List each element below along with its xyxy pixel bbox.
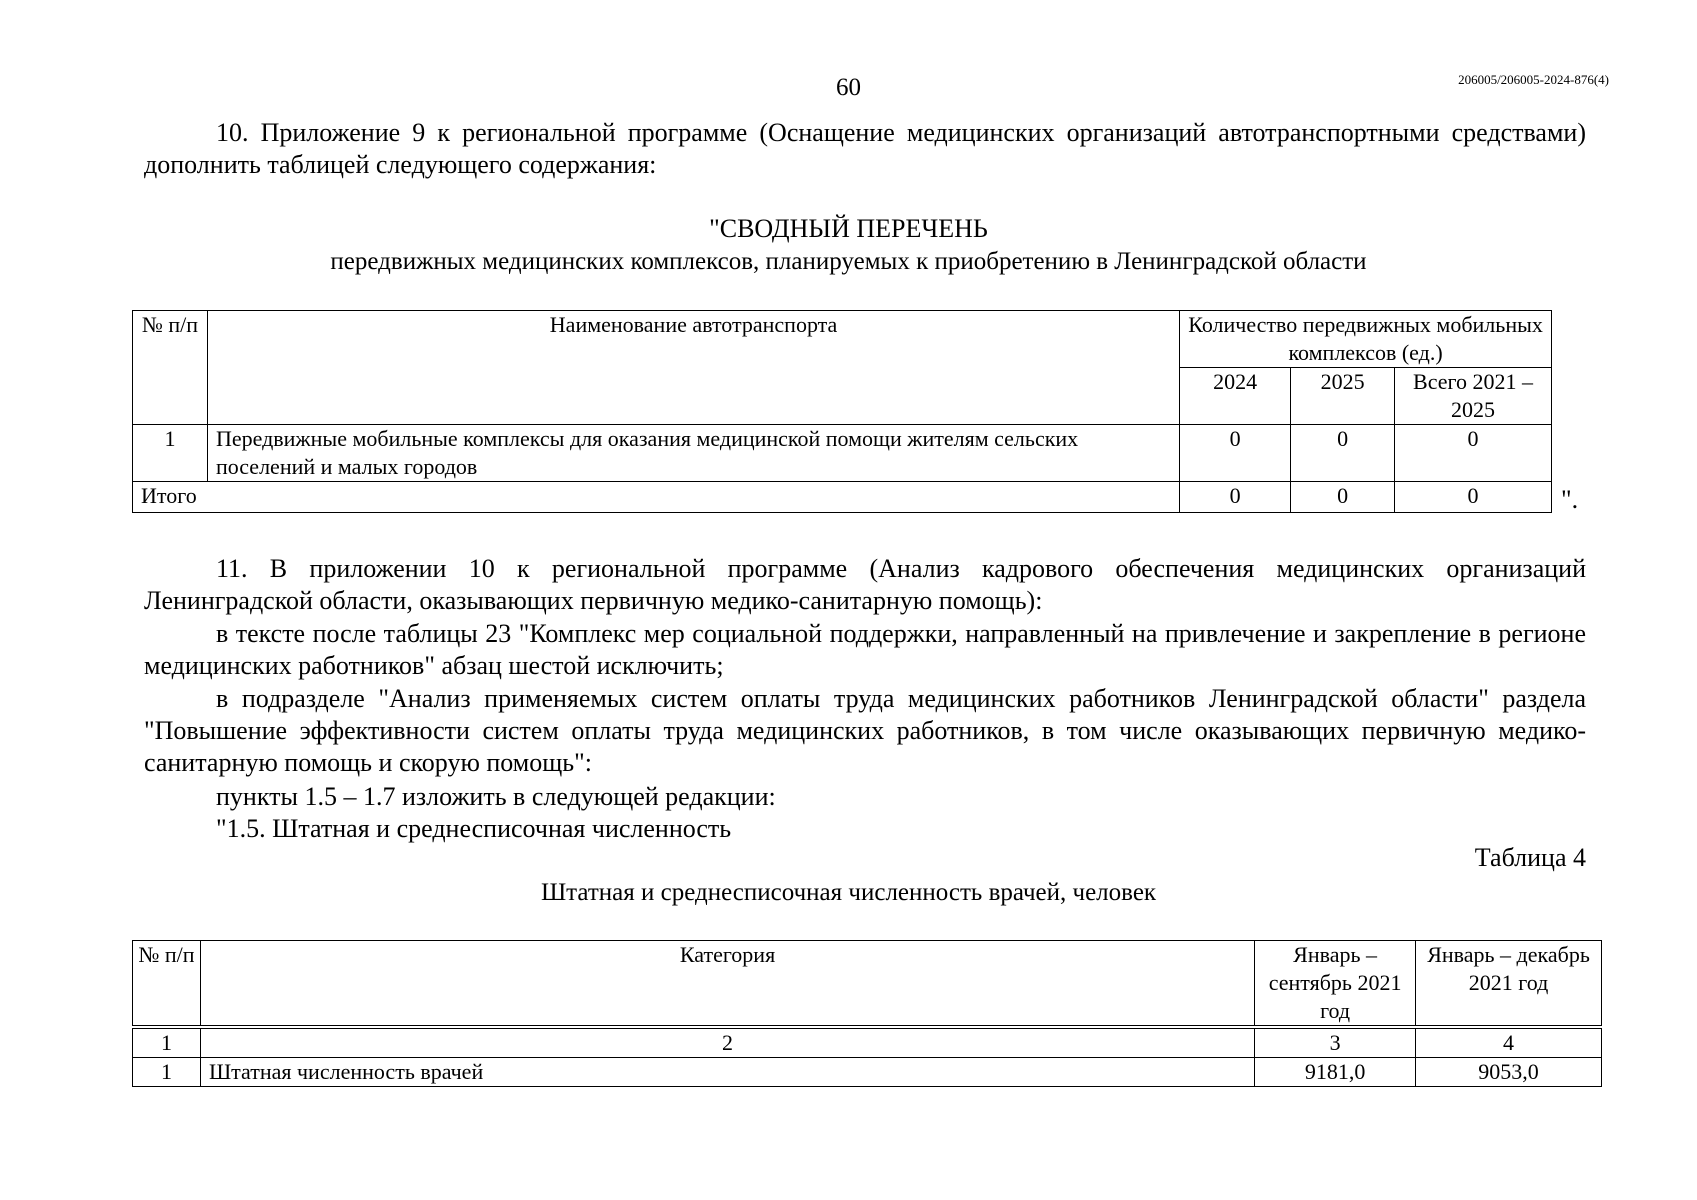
index-cell-4: 4 xyxy=(1416,1027,1602,1058)
header-num: № п/п xyxy=(133,941,201,1028)
paragraph-11-subsection: в подразделе "Анализ применяемых систем оплаты труда медицинских работников Ленинградской области" раздела "Повышение эффективности систем оплаты труда медицинских работников, в том числе оказывающих первичную медико-санитарную помощь и скорую помощь": xyxy=(144,684,1586,777)
closing-quote-mark: ". xyxy=(1561,485,1579,514)
table4-caption: Штатная и среднесписочная численность врачей, человек xyxy=(540,879,1157,906)
document-id: 206005/206005-2024-876(4) xyxy=(1458,72,1609,87)
header-jan-dec-2021: Январь – декабрь 2021 год xyxy=(1416,941,1602,1028)
table1-title: "СВОДНЫЙ ПЕРЕЧЕНЬ xyxy=(709,214,988,243)
paragraph-11-item-1-5: "1.5. Штатная и среднесписочная численность xyxy=(216,814,732,843)
total-label: Итого xyxy=(133,482,1180,513)
header-total: Всего 2021 – 2025 xyxy=(1395,368,1552,425)
header-2025: 2025 xyxy=(1291,368,1395,425)
paragraph-11-text-after-table: в тексте после таблицы 23 "Комплекс мер социальной поддержки, направленный на привлечение и закрепление в регионе медицинских работников" абзац шестой исключить; xyxy=(144,619,1586,680)
index-row xyxy=(133,1027,1602,1058)
header-quantity: Количество передвижных мобильных комплексов (ед.) xyxy=(1180,311,1552,368)
paragraph-11-points: пункты 1.5 – 1.7 изложить в следующей редакции: xyxy=(216,782,776,811)
total-2025: 0 xyxy=(1291,482,1395,513)
header-category: Категория xyxy=(200,941,1254,1028)
row-category: Штатная численность врачей xyxy=(200,1058,1254,1087)
header-jan-sep-2021: Январь – сентябрь 2021 год xyxy=(1255,941,1416,1028)
header-2024: 2024 xyxy=(1180,368,1291,425)
header-num: № п/п xyxy=(133,311,208,425)
paragraph-10: 10. Приложение 9 к региональной программе (Оснащение медицинских организаций автотранспортными средствами) дополнить таблицей следующего содержания: xyxy=(144,118,1586,179)
index-cell-3: 3 xyxy=(1255,1027,1416,1058)
paragraph-11: 11. В приложении 10 к региональной программе (Анализ кадрового обеспечения медицинских организаций Ленинградской области, оказывающих первичную медико-санитарную помощь): xyxy=(144,554,1586,615)
page-number: 60 xyxy=(836,74,861,101)
row-num: 1 xyxy=(133,1058,201,1087)
row-vehicle-name: Передвижные мобильные комплексы для оказания медицинской помощи жителям сельских поселений и малых городов xyxy=(207,425,1179,482)
header-vehicle-name: Наименование автотранспорта xyxy=(207,311,1179,425)
row-jan-sep-2021: 9181,0 xyxy=(1255,1058,1416,1087)
table-mobile-complexes xyxy=(132,310,1552,513)
table4-label: Таблица 4 xyxy=(1474,843,1586,872)
index-cell-1: 1 xyxy=(133,1027,201,1058)
row-total: 0 xyxy=(1395,425,1552,482)
table-doctors-headcount xyxy=(132,940,1602,1087)
total-2024: 0 xyxy=(1180,482,1291,513)
row-num: 1 xyxy=(133,425,208,482)
total-all: 0 xyxy=(1395,482,1552,513)
total-row xyxy=(133,482,1552,513)
table-row xyxy=(133,425,1552,482)
index-cell-2: 2 xyxy=(200,1027,1254,1058)
row-jan-dec-2021: 9053,0 xyxy=(1416,1058,1602,1087)
table1-subtitle: передвижных медицинских комплексов, планируемых к приобретению в Ленинградской области xyxy=(330,248,1367,275)
row-2025: 0 xyxy=(1291,425,1395,482)
table-row xyxy=(133,1058,1602,1087)
row-2024: 0 xyxy=(1180,425,1291,482)
